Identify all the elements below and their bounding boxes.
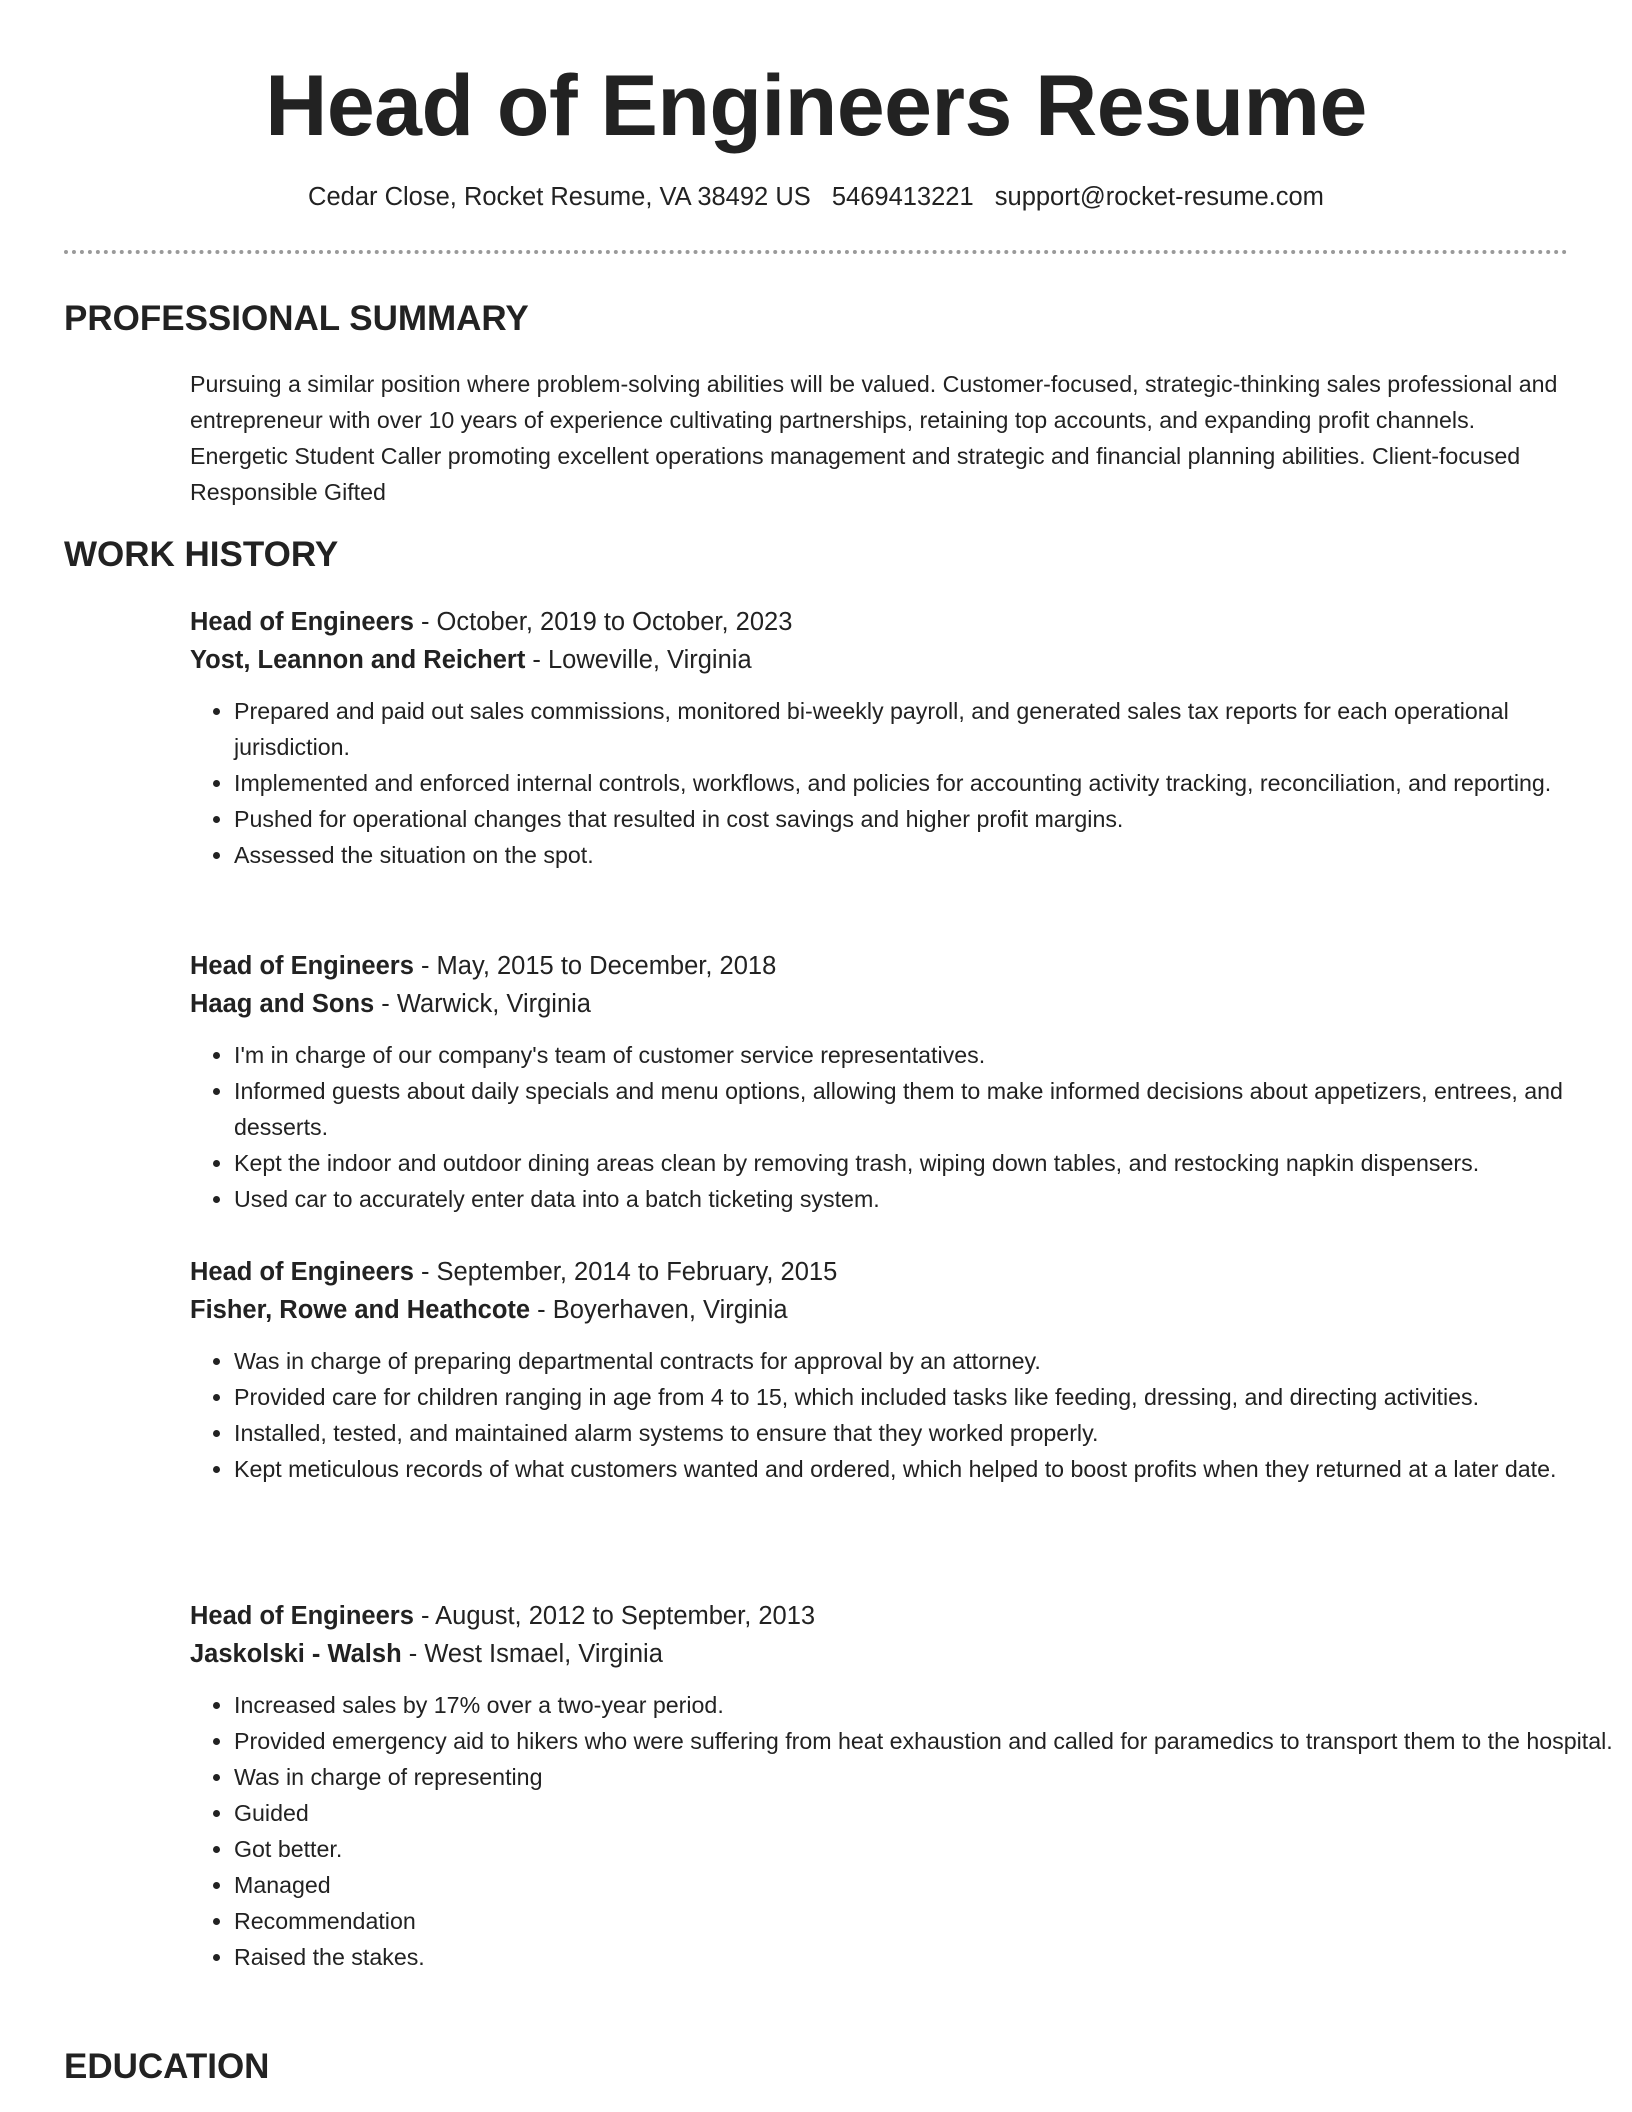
job-company-line [190, 1291, 1590, 1329]
job-bullets [190, 1037, 1624, 1217]
job-bullet: • Provided emergency aid to hikers who were suffering from heat exhaustion and called for paramedics to transport them to the hospital. [234, 1723, 1624, 1759]
job-bullet: • Raised the stakes. [234, 1939, 1624, 1975]
job-bullet: • Provided care for children ranging in age from 4 to 15, which included tasks like feeding, dressing, and directing activities. [234, 1379, 1624, 1415]
job-bullet: • Increased sales by 17% over a two-year period. [234, 1687, 1624, 1723]
job-company: Fisher, Rowe and Heathcote [190, 1296, 531, 1324]
job-dates: - October, 2019 to October, 2023 [413, 608, 793, 636]
contact-address: Cedar Close, Rocket Resume, VA 38492 US [308, 183, 811, 211]
job-bullets [190, 693, 1624, 873]
job-dates: - August, 2012 to September, 2013 [413, 1602, 816, 1630]
job-bullet: • Installed, tested, and maintained alarm systems to ensure that they worked properly. [234, 1415, 1624, 1451]
contact-phone: 5469413221 [831, 183, 974, 211]
job-title: Head of Engineers [190, 1602, 414, 1630]
job-title: Head of Engineers [190, 1258, 414, 1286]
contact-line [0, 180, 1632, 214]
job-entry [190, 947, 1590, 1217]
job-title: Head of Engineers [190, 608, 414, 636]
header-divider [64, 250, 1568, 254]
summary-text: Pursuing a similar position where problem-solving abilities will be valued. Customer-focused, strategic-thinking sales professional and entrepreneur with over 10 years of experience cultivating partnerships, retaining top accounts, and expanding profit channels. Energetic Student Caller promoting excellent operations management and strategic and financial planning abilities. Client-focused Responsible Gifted [190, 371, 1558, 505]
job-title-line [190, 603, 1590, 641]
job-bullet: • Kept the indoor and outdoor dining areas clean by removing trash, wiping down tables, and restocking napkin dispensers. [234, 1145, 1624, 1181]
job-company: Jaskolski - Walsh [190, 1640, 402, 1668]
job-location: - Warwick, Virginia [374, 990, 591, 1018]
job-dates: - May, 2015 to December, 2018 [413, 952, 777, 980]
job-entry [190, 603, 1590, 873]
job-entry [190, 1253, 1590, 1487]
job-location: - Boyerhaven, Virginia [530, 1296, 788, 1324]
job-bullet: • Prepared and paid out sales commissions, monitored bi-weekly payroll, and generated sales tax reports for each operational jurisdiction. [234, 693, 1624, 765]
job-company-line [190, 1635, 1590, 1673]
job-bullet: • Guided [234, 1795, 1624, 1831]
page-title: Head of Engineers Resume [265, 58, 1367, 154]
job-bullets [190, 1687, 1624, 1975]
job-company-line [190, 641, 1590, 679]
job-location: - West Ismael, Virginia [401, 1640, 663, 1668]
job-bullet: • Got better. [234, 1831, 1624, 1867]
job-bullet: • Assessed the situation on the spot. [234, 837, 1624, 873]
job-location: - Loweville, Virginia [525, 646, 752, 674]
job-bullet: • Kept meticulous records of what customers wanted and ordered, which helped to boost profits when they returned at a later date. [234, 1451, 1624, 1487]
job-bullet: • Was in charge of preparing departmental contracts for approval by an attorney. [234, 1343, 1624, 1379]
job-company: Haag and Sons [190, 990, 375, 1018]
section-heading-education: EDUCATION [64, 2047, 270, 2086]
job-bullet: • Was in charge of representing [234, 1759, 1624, 1795]
job-title-line [190, 947, 1590, 985]
job-bullet: • Managed [234, 1867, 1624, 1903]
job-dates: - September, 2014 to February, 2015 [413, 1258, 838, 1286]
job-title-line [190, 1253, 1590, 1291]
section-heading-summary: PROFESSIONAL SUMMARY [64, 299, 529, 338]
job-bullet: • Informed guests about daily specials and menu options, allowing them to make informed decisions about appetizers, entrees, and desserts. [234, 1073, 1624, 1145]
job-company: Yost, Leannon and Reichert [190, 646, 526, 674]
contact-email: support@rocket-resume.com [994, 183, 1324, 211]
job-bullet: • Used car to accurately enter data into a batch ticketing system. [234, 1181, 1624, 1217]
section-heading-work-history: WORK HISTORY [64, 535, 339, 574]
job-bullet: • Pushed for operational changes that resulted in cost savings and higher profit margins. [234, 801, 1624, 837]
job-company-line [190, 985, 1590, 1023]
job-bullets [190, 1343, 1624, 1487]
job-bullet: • Implemented and enforced internal controls, workflows, and policies for accounting activity tracking, reconciliation, and reporting. [234, 765, 1624, 801]
job-bullet: • Recommendation [234, 1903, 1624, 1939]
job-bullet: • I'm in charge of our company's team of customer service representatives. [234, 1037, 1624, 1073]
job-title: Head of Engineers [190, 952, 414, 980]
job-title-line [190, 1597, 1590, 1635]
job-entry [190, 1597, 1613, 1975]
